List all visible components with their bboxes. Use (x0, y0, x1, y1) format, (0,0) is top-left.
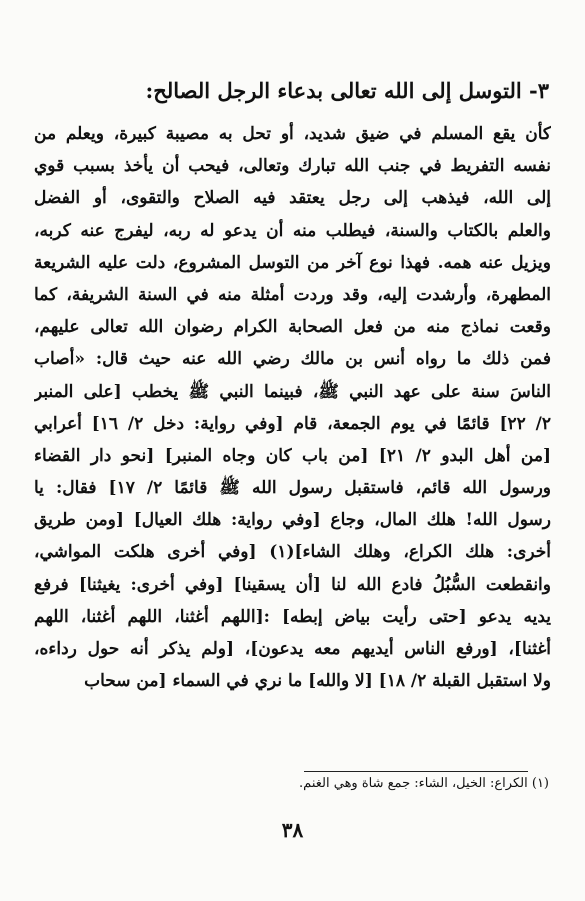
text-line: فمن ذلك ما رواه أنس بن مالك رضي الله عنه حيث قال: «أصاب (34, 349, 551, 370)
text-line: والعلم بالكتاب والسنة، فيطلب منه أن يدعو له ربه، ليفرج عنه كربه، (34, 220, 551, 241)
text-line: إلى الله، فيذهب إلى رجل يعتقد فيه الصلاح والتقوى، أو الفضل (34, 188, 551, 209)
text-line: الناسَ سنة على عهد النبي ﷺ، فبينما النبي ﷺ يخطب [على المنبر (34, 381, 551, 402)
text-line: ورسول الله قائم، فاستقبل رسول الله ﷺ قائمًا ٢/ ١٧] فقال: يا (34, 478, 551, 499)
text-line: أغثنا]، [ورفع الناس أيديهم معه يدعون]، [ولم يذكر أنه حول رداءه، (34, 639, 551, 659)
text-line: ولا استقبل القبلة ٢/ ١٨] [لا والله] ما نري في السماء [من سحاب (84, 671, 551, 692)
footnote: (١) الكراع: الخيل، الشاء: جمع شاة وهي الغنم. (299, 776, 549, 791)
text-line: المطهرة، وأرشدت إليه، وقد وردت أمثلة منه في السنة الشريفة، كما (34, 284, 551, 305)
text-line: نفسه التفريط في جنب الله تبارك وتعالى، فيحب أن يأخذ بسبب قوي (34, 156, 551, 177)
text-line: ويزيل عنه همه. فهذا نوع آخر من التوسل المشروع، دلت عليه الشريعة (34, 252, 551, 273)
text-line: ٢/ ٢٢] قائمًا في يوم الجمعة، قام [وفي رواية: دخل ٢/ ١٦] أعرابي (34, 413, 551, 434)
text-line: وقعت نماذج منه من فعل الصحابة الكرام رضوان الله تعالى عليهم، (34, 317, 551, 338)
text-line: رسول الله! هلك المال، وجاع [وفي رواية: هلك العيال] [ومن طريق (34, 510, 551, 531)
text-line: [من أهل البدو ٢/ ٢١] [من باب كان وجاه المنبر] [نحو دار القضاء (34, 445, 551, 466)
text-line: يديه يدعو [حتى رأيت بياض إبطه] :[اللهم أغثنا، اللهم أغثنا، اللهم (34, 606, 551, 627)
section-heading: ٣- التوسل إلى الله تعالى بدعاء الرجل الصالح: (145, 78, 549, 103)
text-line: وانقطعت السُّبُلُ فادع الله لنا [أن يسقينا] [وفي أخرى: يغيثنا] فرفع (34, 574, 551, 595)
body-text (34, 118, 551, 697)
text-line: أخرى: هلك الكراع، وهلك الشاء](١) [وفي أخرى هلكت المواشي، (34, 542, 551, 563)
text-line: كأن يقع المسلم في ضيق شديد، أو تحل به مصيبة كبيرة، ويعلم من (34, 124, 551, 144)
page-number: ٣٨ (281, 818, 304, 842)
footnote-separator (304, 771, 528, 772)
